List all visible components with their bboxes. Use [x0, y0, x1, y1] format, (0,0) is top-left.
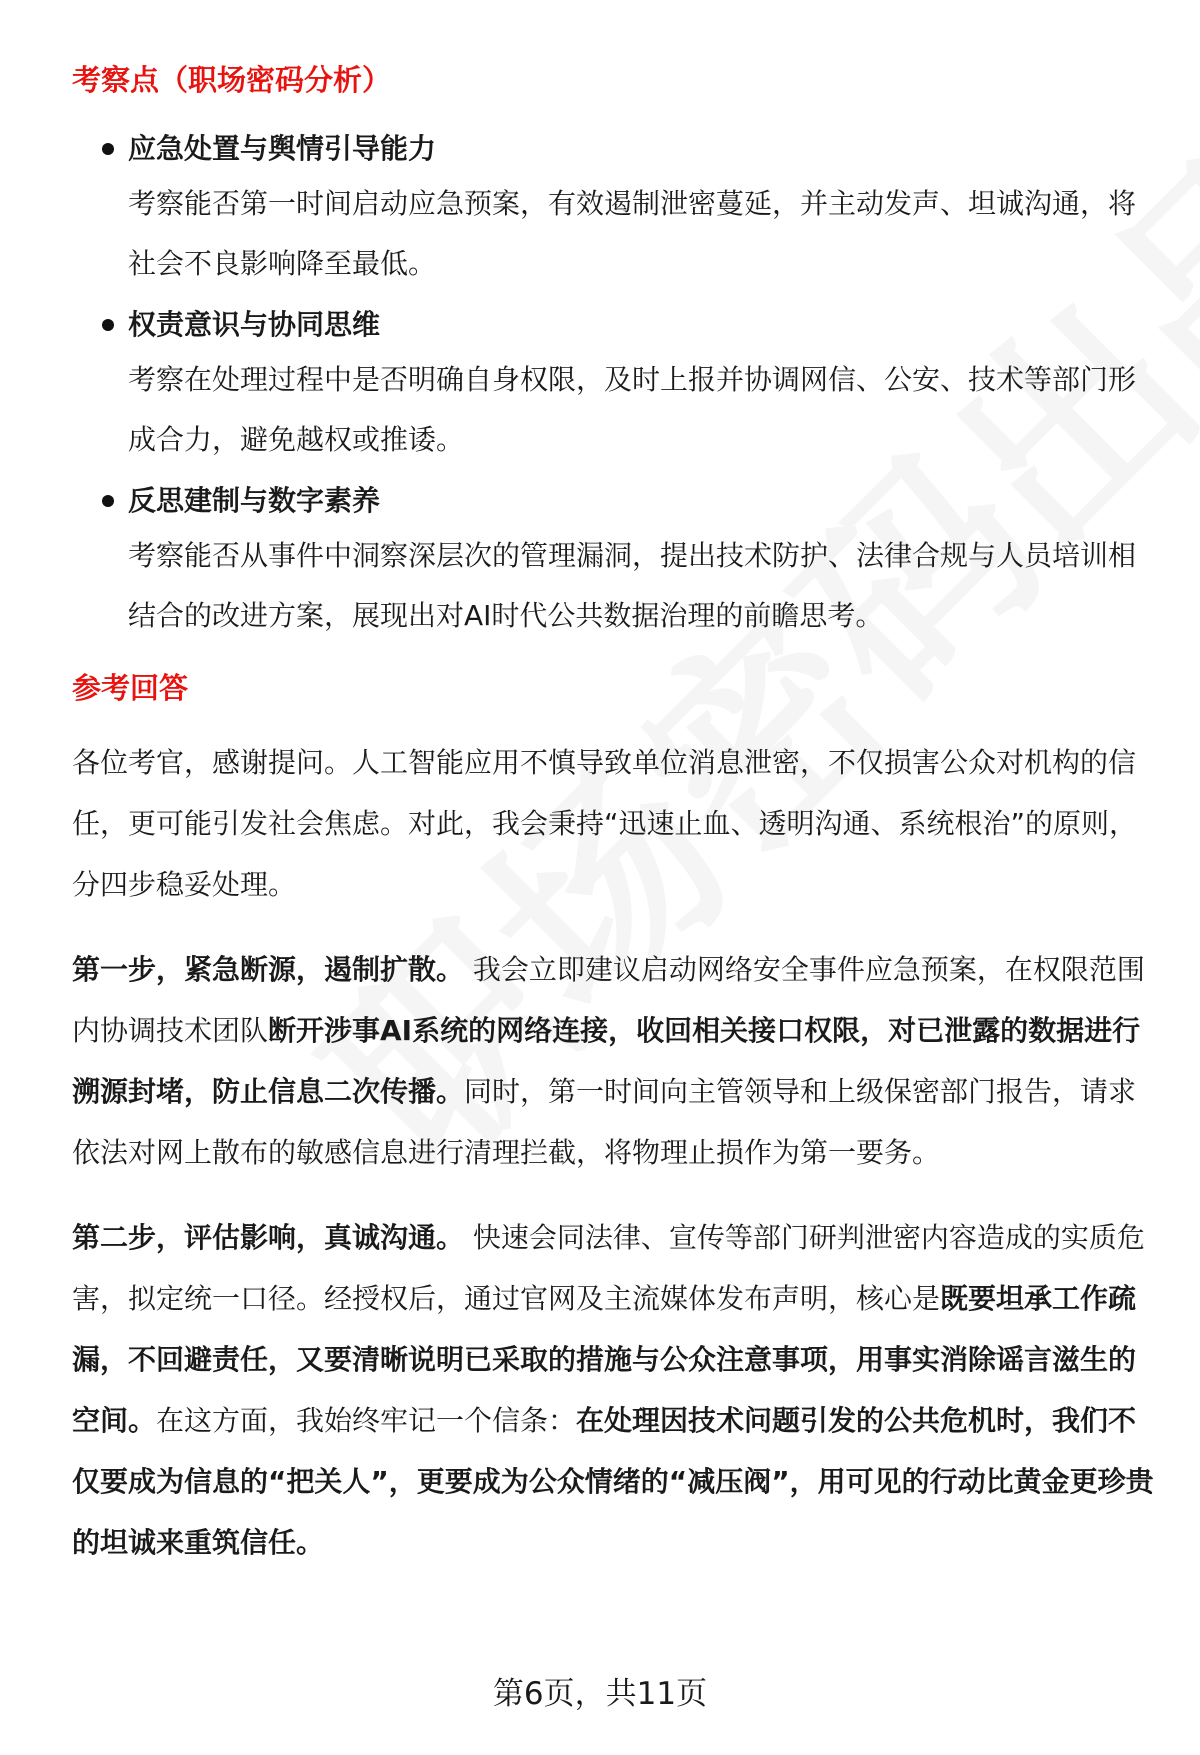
step2-emphasis-creed: 在处理因技术问题引发的公共危机时，我们不仅要成为信息的“把关人”，更要成为公众情绪的“减压阀”，用可见的行动比黄金更珍贵的坦诚来重筑信任。: [72, 1404, 1154, 1559]
section-title-reference-answer: 参考回答: [72, 671, 189, 705]
bullet-item: [72, 124, 1157, 294]
page-content: [72, 58, 1157, 1573]
bullet-dot-icon: [102, 319, 114, 331]
step1-paragraph: [72, 939, 1157, 1183]
step1-emphasis: 断开涉事AI系统的网络连接，收回相关接口权限，对已泄露的数据进行溯源封堵，防止信息二次传播。: [72, 1014, 1141, 1108]
step1-text-continued: 同时，第一时间向主管领导和上级保密部门报告，请求依法对网上散布的敏感信息进行清理拦截，将物理止损作为第一要务。: [72, 1075, 1137, 1169]
step1-lead: 第一步，紧急断源，遏制扩散。: [72, 953, 465, 986]
bullet-description: 考察能否第一时间启动应急预案，有效遏制泄密蔓延，并主动发声、坦诚沟通，将社会不良影响降至最低。: [128, 187, 1137, 280]
bullet-dot-icon: [102, 143, 114, 155]
step2-lead: 第二步，评估影响，真诚沟通。: [72, 1221, 465, 1254]
step2-text: 快速会同法律、宣传等部门研判泄密内容造成的实质危害，拟定统一口径。经授权后，通过官网及主流媒体发布声明，核心是: [72, 1221, 1145, 1315]
step2-text-continued: 在这方面，我始终牢记一个信条：: [156, 1404, 577, 1437]
bullet-title: 权责意识与协同思维: [128, 308, 381, 341]
step2-emphasis: 既要坦承工作疏漏，不回避责任，又要清晰说明已采取的措施与公众注意事项，用事实消除谣言滋生的空间。: [72, 1282, 1137, 1437]
bullet-title: 反思建制与数字素养: [128, 484, 381, 517]
intro-paragraph: 各位考官，感谢提问。人工智能应用不慎导致单位消息泄密，不仅损害公众对机构的信任，更可能引发社会焦虑。对此，我会秉持“迅速止血、透明沟通、系统根治”的原则，分四步稳妥处理。: [72, 746, 1138, 901]
step2-paragraph: [72, 1207, 1157, 1573]
section-title-analysis: 考察点（职场密码分析）: [72, 63, 392, 97]
bullet-item: [72, 476, 1157, 646]
bullet-description: 考察能否从事件中洞察深层次的管理漏洞，提出技术防护、法律合规与人员培训相结合的改进方案，展现出对AI时代公共数据治理的前瞻思考。: [128, 539, 1137, 632]
page-number-footer: 第6页，共11页: [492, 1676, 708, 1712]
bullet-title: 应急处置与舆情引导能力: [128, 132, 437, 165]
step1-text: 我会立即建议启动网络安全事件应急预案，在权限范围内协调技术团队: [72, 953, 1145, 1047]
analysis-bullet-list: [72, 124, 1157, 646]
bullet-item: [72, 300, 1157, 470]
bullet-description: 考察在处理过程中是否明确自身权限，及时上报并协调网信、公安、技术等部门形成合力，避免越权或推诿。: [128, 363, 1137, 456]
bullet-dot-icon: [102, 495, 114, 507]
